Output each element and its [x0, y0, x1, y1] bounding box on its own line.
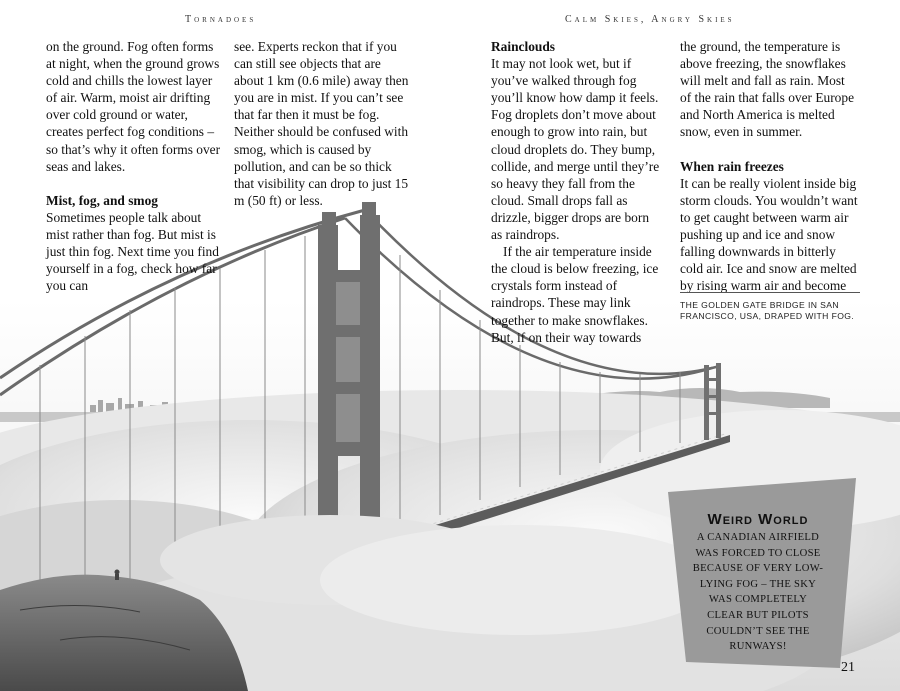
running-head-right: Calm Skies, Angry Skies	[565, 14, 735, 25]
weird-world-body: A CANADIAN AIRFIELD WAS FORCED TO CLOSE BECAUSE OF VERY LOW-LYING FOG – THE SKY WAS COMPLETELY CLEAR BUT PILOTS COULDN’T SEE THE RUNWAYS!	[692, 532, 824, 653]
running-head-left: Tornadoes	[185, 14, 257, 25]
fog-paragraph: on the ground. Fog often forms at night, when the ground grows cold and chills the lowest layer of air. Warm, moist air drifting over cold ground or water, creates perfect fog conditions – so that’s why it often forms over seas and lakes.	[46, 39, 221, 174]
text-column-2	[234, 38, 410, 209]
ice-crystals-paragraph: If the air temperature inside the cloud is below freezing, ice crystals form instead of raindrops. These may link together to make snowflakes. But, if on their way towards	[491, 244, 659, 345]
visibility-paragraph: see. Experts reckon that if you can still see objects that are about 1 km (0.6 mile) away then you are in mist. If you can’t see that far then it must be fog. Neither should be confused with smog, which is caused by pollution, and can be so thick that visibility can drop to just 15 m (50 ft) or less.	[234, 39, 409, 208]
text-column-4	[680, 38, 858, 294]
photo-caption: THE GOLDEN GATE BRIDGE IN SAN FRANCISCO, USA, DRAPED WITH FOG.	[680, 292, 860, 322]
text-column-1	[46, 38, 222, 294]
rainclouds-paragraph: It may not look wet, but if you’ve walked through fog you’ll know how damp it feels. Fog droplets don’t move about enough to grow into rain, but cloud droplets do. They bump, collide, and merge until they’re so heavy they fall from the cloud. Small drops fall as drizzle, bigger drops are born as raindrops.	[491, 56, 660, 243]
storm-clouds-paragraph: It can be really violent inside big storm clouds. You wouldn’t want to get caught between warm air pushing up and ice and snow falling downwards in bitterly cold air. Ice and snow are melted by rising warm air and become	[680, 175, 858, 294]
subheading-rainclouds: Rainclouds	[491, 39, 555, 54]
subheading-mist-fog-smog: Mist, fog, and smog	[46, 192, 158, 208]
mist-paragraph: Sometimes people talk about mist rather than fog. But mist is just thin fog. Next time you find yourself in a fog, check how far you can	[46, 209, 219, 294]
text-column-3	[491, 38, 661, 346]
melted-snow-paragraph: the ground, the temperature is above freezing, the snowflakes will melt and fall as rain. Most of the rain that falls over Europe and North America is melted snow, even in summer.	[680, 39, 855, 140]
weird-world-title: Weird World	[707, 511, 809, 528]
page-number: 21	[841, 660, 855, 675]
subheading-when-rain-freezes: When rain freezes	[680, 158, 784, 174]
weird-world-box	[692, 511, 824, 655]
